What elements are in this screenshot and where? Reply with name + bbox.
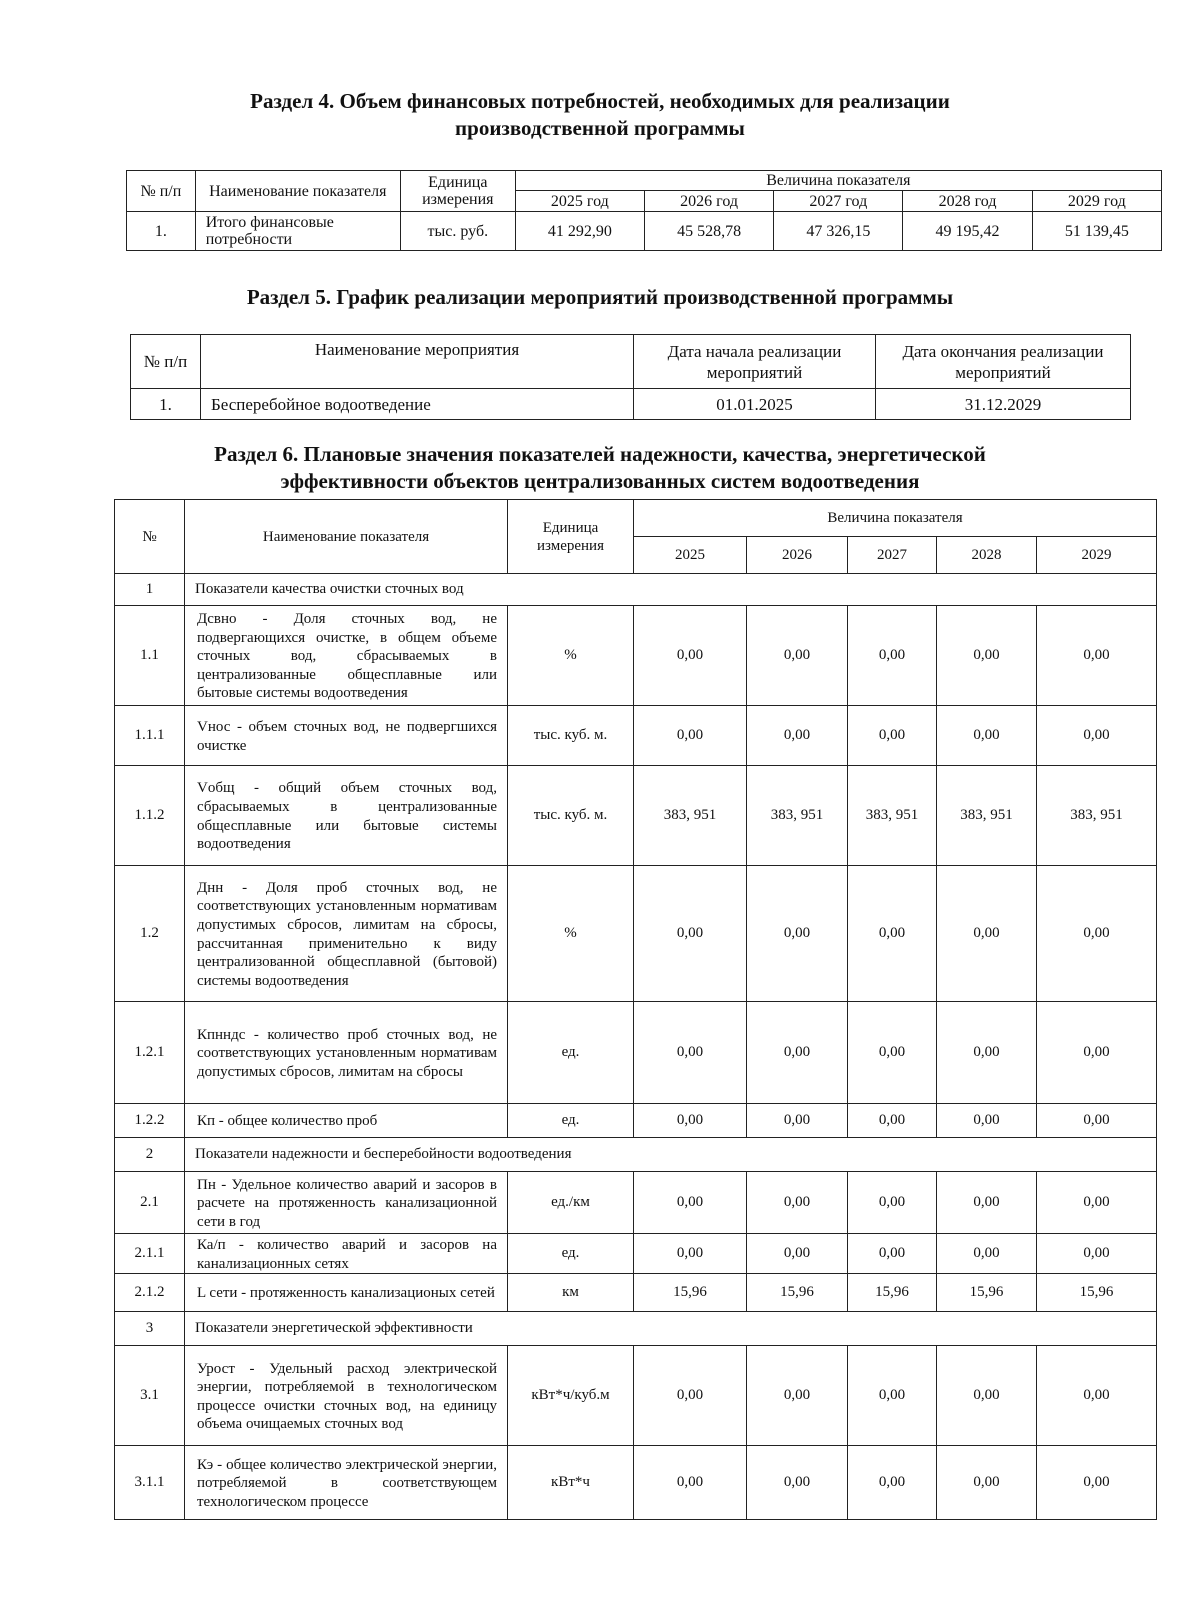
table-row xyxy=(115,1002,1157,1104)
row-unit: тыс. куб. м. xyxy=(508,766,634,866)
row-num: 2.1 xyxy=(115,1172,185,1234)
row-value: 0,00 xyxy=(937,606,1037,706)
header-value: Величина показателя xyxy=(515,171,1161,191)
header-year: 2028 год xyxy=(903,191,1032,212)
row-num: 3 xyxy=(115,1312,185,1346)
row-unit: кВт*ч xyxy=(508,1446,634,1520)
row-num: 1.1.1 xyxy=(115,706,185,766)
section-header-row xyxy=(115,1312,1157,1346)
header-year: 2025 xyxy=(634,537,747,574)
row-value: 0,00 xyxy=(747,706,848,766)
row-value: 0,00 xyxy=(1037,606,1157,706)
row-value: 15,96 xyxy=(747,1274,848,1312)
section6-title-line2: эффективности объектов централизованных систем водоотведения xyxy=(280,469,920,493)
table-row xyxy=(115,1274,1157,1312)
row-value: 45 528,78 xyxy=(644,212,773,251)
row-value: 0,00 xyxy=(937,866,1037,1002)
row-value: 0,00 xyxy=(747,1002,848,1104)
row-start: 01.01.2025 xyxy=(634,389,876,420)
row-value: 0,00 xyxy=(937,706,1037,766)
row-name: Урост - Удельный расход электрической энергии, потребляемой в технологическом процессе очистки сточных вод, на единицу объема очищаемых сточных вод xyxy=(185,1346,508,1446)
row-value: 0,00 xyxy=(1037,1346,1157,1446)
row-value: 383, 951 xyxy=(1037,766,1157,866)
row-value: 0,00 xyxy=(747,1172,848,1234)
header-end: Дата окончания реализации мероприятий xyxy=(876,335,1131,389)
row-value: 47 326,15 xyxy=(774,212,903,251)
section6-title-line1: Раздел 6. Плановые значения показателей надежности, качества, энергетической xyxy=(214,442,986,466)
table-row xyxy=(115,1234,1157,1274)
row-value: 0,00 xyxy=(634,1346,747,1446)
header-value: Величина показателя xyxy=(634,500,1157,537)
row-value: 0,00 xyxy=(747,1346,848,1446)
row-unit: % xyxy=(508,866,634,1002)
row-name: Vнос - объем сточных вод, не подвергшихся очистке xyxy=(185,706,508,766)
header-year: 2025 год xyxy=(515,191,644,212)
table-row xyxy=(115,606,1157,706)
row-value: 0,00 xyxy=(1037,1002,1157,1104)
header-num: № xyxy=(115,500,185,574)
header-year: 2026 xyxy=(747,537,848,574)
row-name: L сети - протяженность канализационых сетей xyxy=(185,1274,508,1312)
row-unit: кВт*ч/куб.м xyxy=(508,1346,634,1446)
row-unit: % xyxy=(508,606,634,706)
table-row xyxy=(115,706,1157,766)
row-value: 0,00 xyxy=(848,1446,937,1520)
row-value: 0,00 xyxy=(937,1104,1037,1138)
row-num: 1.2 xyxy=(115,866,185,1002)
row-name: Бесперебойное водоотведение xyxy=(201,389,634,420)
header-num: № п/п xyxy=(127,171,196,212)
row-value: 0,00 xyxy=(937,1446,1037,1520)
row-value: 383, 951 xyxy=(937,766,1037,866)
section6-title xyxy=(140,441,1060,495)
row-value: 0,00 xyxy=(747,606,848,706)
header-year: 2028 xyxy=(937,537,1037,574)
financial-needs-table xyxy=(126,170,1162,251)
row-num: 1 xyxy=(115,574,185,606)
row-value: 0,00 xyxy=(634,1446,747,1520)
row-num: 1. xyxy=(131,389,201,420)
row-name: Кпнндс - количество проб сточных вод, не соответствующих установленным нормативам допустимых сбросов, лимитам на сбросы xyxy=(185,1002,508,1104)
row-value: 0,00 xyxy=(937,1346,1037,1446)
header-year: 2027 xyxy=(848,537,937,574)
row-unit: ед. xyxy=(508,1104,634,1138)
row-value: 0,00 xyxy=(1037,1446,1157,1520)
row-value: 0,00 xyxy=(848,1104,937,1138)
row-value: 383, 951 xyxy=(634,766,747,866)
row-value: 0,00 xyxy=(1037,1234,1157,1274)
row-name: Кп - общее количество проб xyxy=(185,1104,508,1138)
row-num: 2.1.1 xyxy=(115,1234,185,1274)
row-value: 383, 951 xyxy=(747,766,848,866)
row-value: 0,00 xyxy=(937,1002,1037,1104)
section4-title-line1: Раздел 4. Объем финансовых потребностей, необходимых для реализации xyxy=(250,89,950,113)
row-num: 3.1.1 xyxy=(115,1446,185,1520)
section-name: Показатели качества очистки сточных вод xyxy=(185,574,1157,606)
row-value: 0,00 xyxy=(747,1104,848,1138)
row-value: 0,00 xyxy=(747,1234,848,1274)
row-value: 0,00 xyxy=(634,1002,747,1104)
header-start: Дата начала реализации мероприятий xyxy=(634,335,876,389)
row-value: 0,00 xyxy=(1037,1104,1157,1138)
row-value: 0,00 xyxy=(937,1172,1037,1234)
header-year: 2026 год xyxy=(644,191,773,212)
row-num: 2 xyxy=(115,1138,185,1172)
row-num: 1.2.2 xyxy=(115,1104,185,1138)
row-value: 15,96 xyxy=(937,1274,1037,1312)
table-row xyxy=(115,1346,1157,1446)
row-value: 0,00 xyxy=(634,1104,747,1138)
header-year: 2029 год xyxy=(1032,191,1161,212)
row-unit: ед. xyxy=(508,1002,634,1104)
row-end: 31.12.2029 xyxy=(876,389,1131,420)
row-name: Пн - Удельное количество аварий и засоров в расчете на протяженность канализационной сети в год xyxy=(185,1172,508,1234)
section-header-row xyxy=(115,1138,1157,1172)
row-value: 0,00 xyxy=(1037,866,1157,1002)
row-value: 51 139,45 xyxy=(1032,212,1161,251)
header-name: Наименование мероприятия xyxy=(201,335,634,389)
row-value: 0,00 xyxy=(848,1172,937,1234)
row-name: Кэ - общее количество электрической энергии, потребляемой в соответствующем технологическом процессе xyxy=(185,1446,508,1520)
row-unit: ед. xyxy=(508,1234,634,1274)
row-unit: тыс. руб. xyxy=(400,212,515,251)
row-name: Днн - Доля проб сточных вод, не соответствующих установленным нормативам допустимых сбросов, лимитам на сбросы, рассчитанная применительно к виду централизованной общесплавной (бытовой) системы водоотведения xyxy=(185,866,508,1002)
table-row xyxy=(127,212,1162,251)
section-name: Показатели энергетической эффективности xyxy=(185,1312,1157,1346)
row-value: 0,00 xyxy=(848,1346,937,1446)
header-name: Наименование показателя xyxy=(185,500,508,574)
header-name: Наименование показателя xyxy=(195,171,400,212)
row-value: 0,00 xyxy=(848,866,937,1002)
row-name: Ка/п - количество аварий и засоров на канализационных сетях xyxy=(185,1234,508,1274)
row-value: 0,00 xyxy=(634,1234,747,1274)
row-value: 0,00 xyxy=(634,1172,747,1234)
row-num: 3.1 xyxy=(115,1346,185,1446)
row-value: 49 195,42 xyxy=(903,212,1032,251)
row-value: 41 292,90 xyxy=(515,212,644,251)
section5-title: Раздел 5. График реализации мероприятий производственной программы xyxy=(246,285,954,309)
row-value: 15,96 xyxy=(634,1274,747,1312)
header-year: 2029 xyxy=(1037,537,1157,574)
row-value: 383, 951 xyxy=(848,766,937,866)
header-num: № п/п xyxy=(131,335,201,389)
row-value: 0,00 xyxy=(634,866,747,1002)
table-row xyxy=(131,389,1131,420)
row-value: 0,00 xyxy=(937,1234,1037,1274)
row-value: 0,00 xyxy=(848,606,937,706)
section-header-row xyxy=(115,574,1157,606)
row-num: 1.1.2 xyxy=(115,766,185,866)
row-name: Дсвно - Доля сточных вод, не подвергающихся очистке, в общем объеме сточных вод, сбрасываемых в централизованные общесплавные или бытовые системы водоотведения xyxy=(185,606,508,706)
row-num: 1. xyxy=(127,212,196,251)
section4-title xyxy=(140,88,1060,142)
table-row xyxy=(115,766,1157,866)
indicators-table xyxy=(114,499,1157,1520)
row-value: 0,00 xyxy=(747,1446,848,1520)
table-row xyxy=(115,866,1157,1002)
table-row xyxy=(115,1172,1157,1234)
row-num: 1.1 xyxy=(115,606,185,706)
row-unit: км xyxy=(508,1274,634,1312)
row-value: 0,00 xyxy=(634,606,747,706)
row-value: 0,00 xyxy=(1037,1172,1157,1234)
row-value: 0,00 xyxy=(1037,706,1157,766)
row-value: 0,00 xyxy=(848,1002,937,1104)
row-value: 0,00 xyxy=(747,866,848,1002)
row-name: Vобщ - общий объем сточных вод, сбрасываемых в централизованные общесплавные или бытовые системы водоотведения xyxy=(185,766,508,866)
row-value: 0,00 xyxy=(634,706,747,766)
section-name: Показатели надежности и бесперебойности водоотведения xyxy=(185,1138,1157,1172)
row-name: Итого финансовые потребности xyxy=(195,212,400,251)
row-unit: ед./км xyxy=(508,1172,634,1234)
section4-title-line2: производственной программы xyxy=(455,116,745,140)
row-value: 15,96 xyxy=(1037,1274,1157,1312)
row-value: 0,00 xyxy=(848,706,937,766)
row-unit: тыс. куб. м. xyxy=(508,706,634,766)
row-value: 0,00 xyxy=(848,1234,937,1274)
header-unit: Единица измерения xyxy=(508,500,634,574)
table-row xyxy=(115,1446,1157,1520)
header-unit: Единица измерения xyxy=(400,171,515,212)
row-num: 1.2.1 xyxy=(115,1002,185,1104)
schedule-table xyxy=(130,334,1131,420)
header-year: 2027 год xyxy=(774,191,903,212)
row-num: 2.1.2 xyxy=(115,1274,185,1312)
table-row xyxy=(115,1104,1157,1138)
row-value: 15,96 xyxy=(848,1274,937,1312)
